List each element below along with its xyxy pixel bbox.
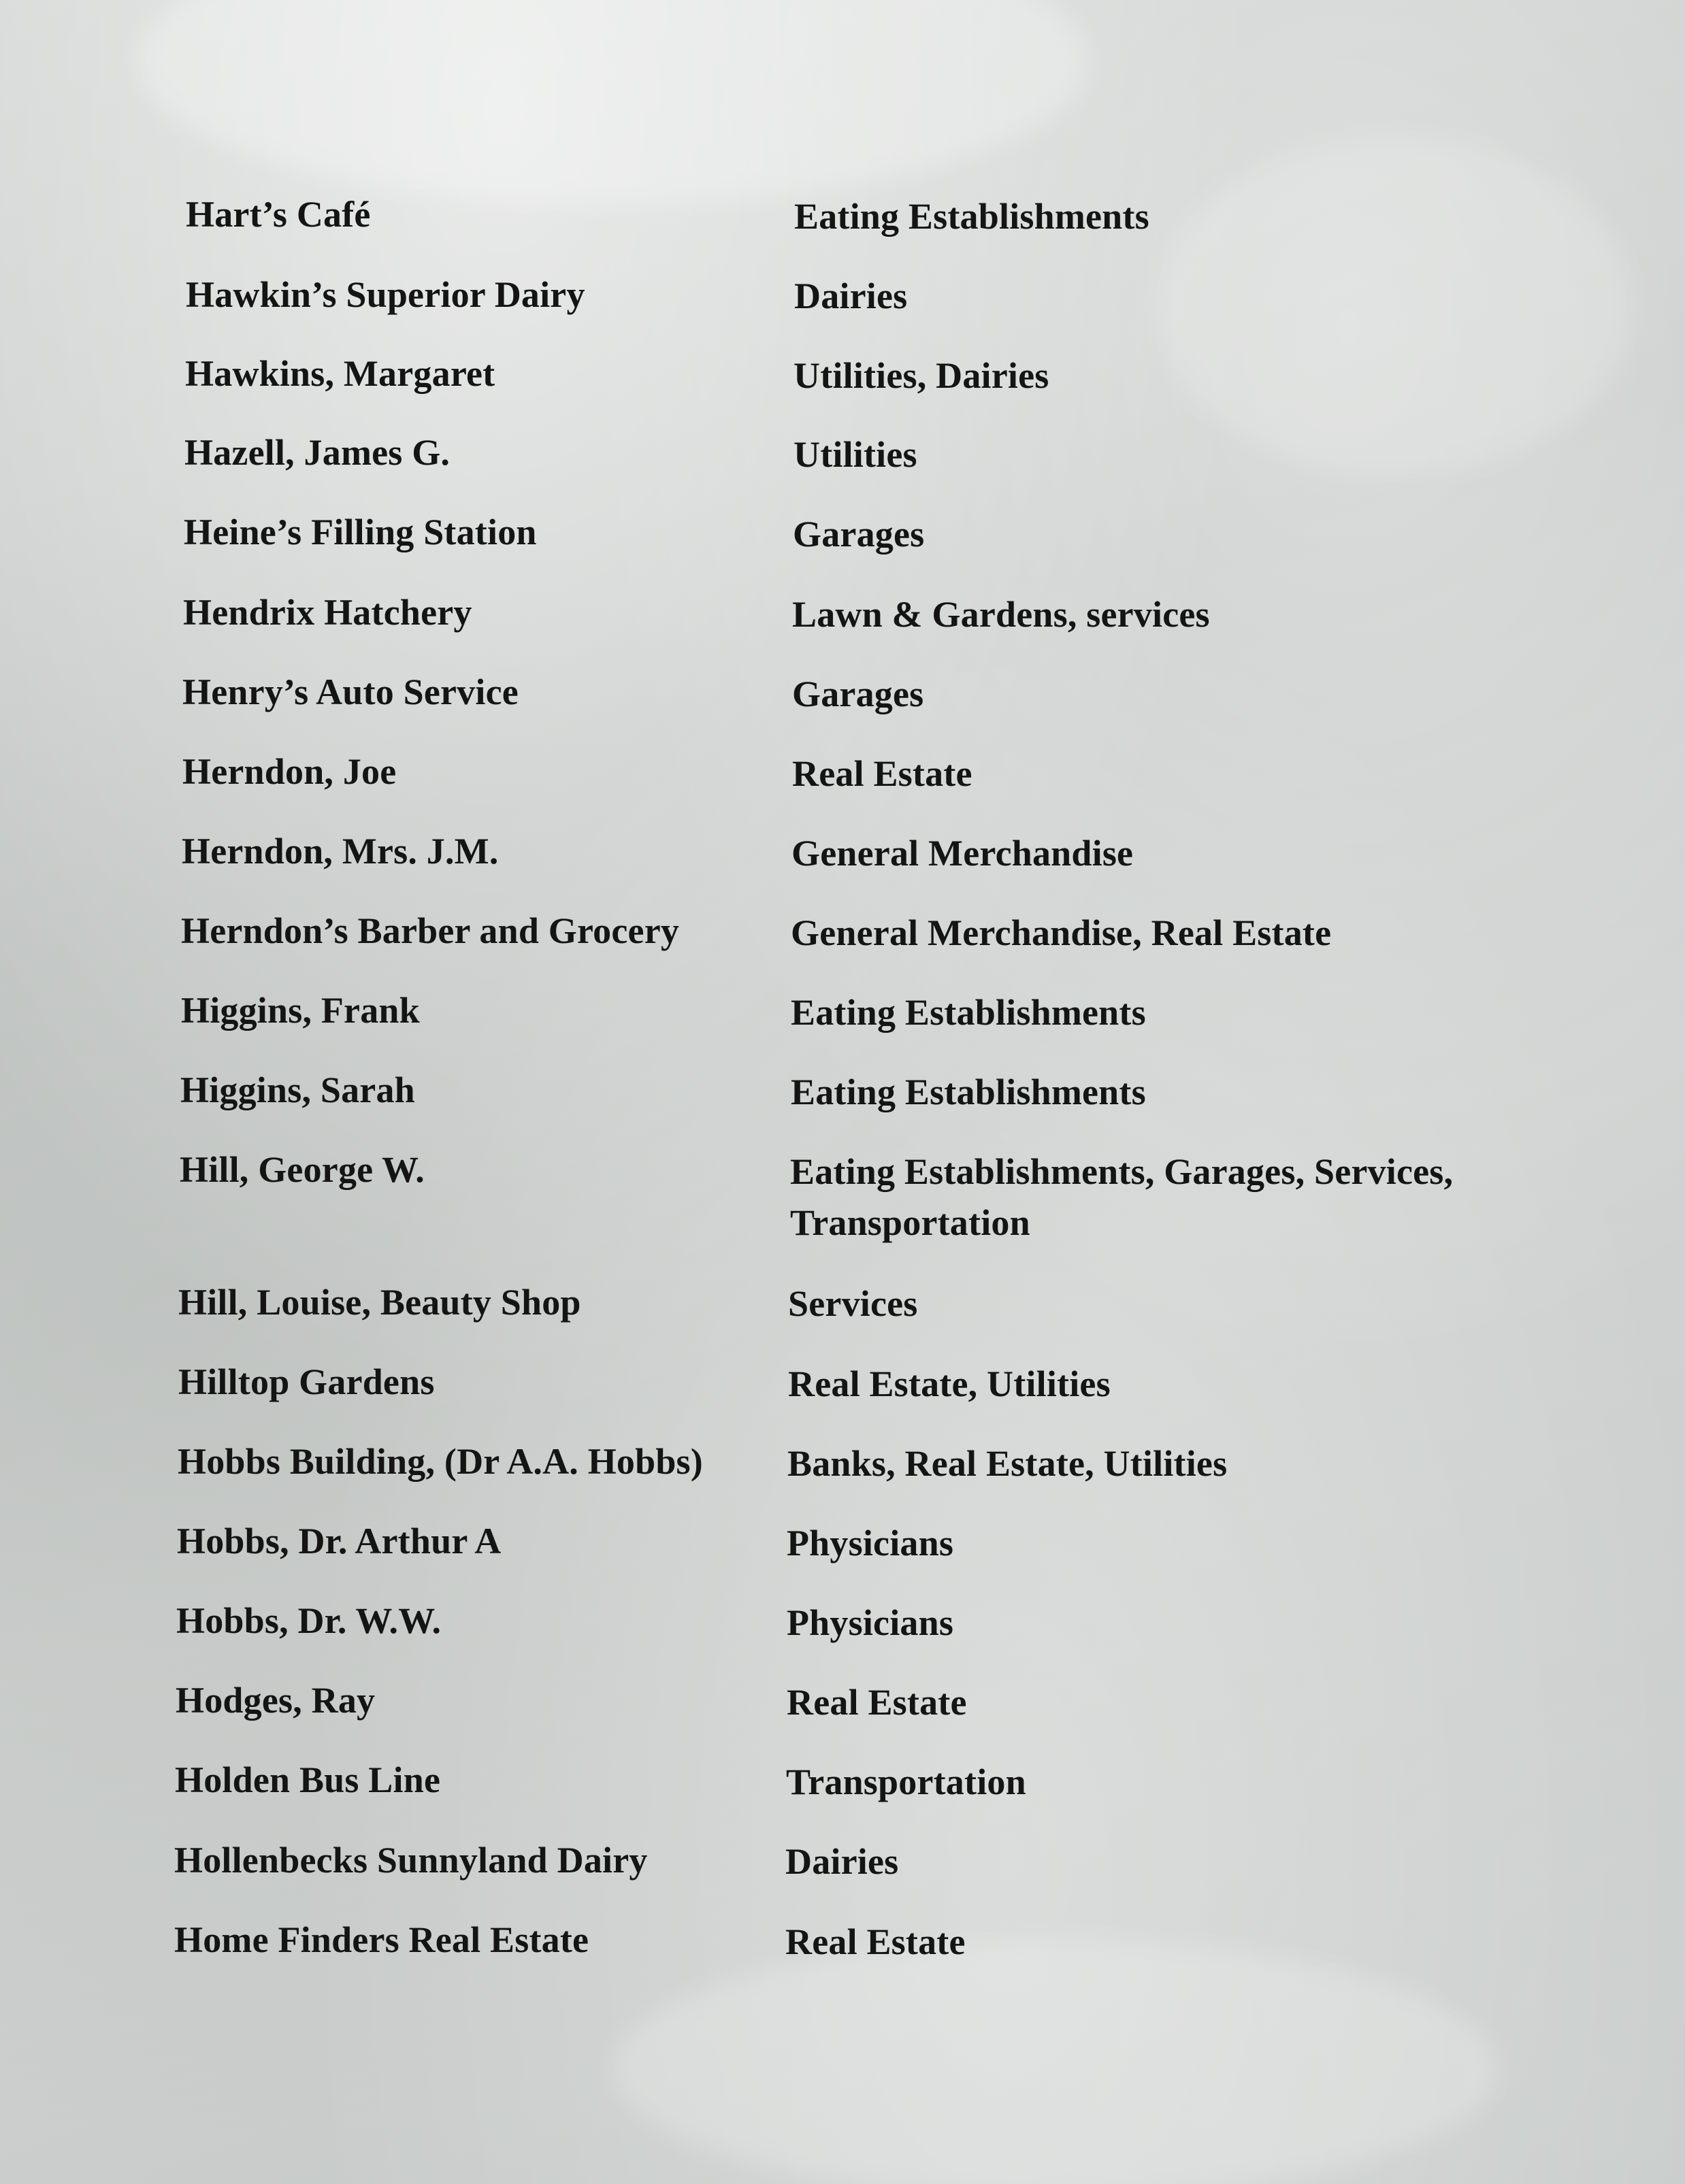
business-name: Hollenbecks Sunnyland Dairy xyxy=(174,1840,648,1881)
business-category: Physicians xyxy=(787,1602,954,1643)
business-name: Hart’s Café xyxy=(186,194,371,235)
business-name: Hilltop Gardens xyxy=(178,1361,435,1402)
business-category: Dairies xyxy=(794,276,908,316)
business-category: Banks, Real Estate, Utilities xyxy=(787,1443,1228,1484)
plastic-glare xyxy=(612,1939,1497,2184)
business-category: Eating Establishments xyxy=(791,1072,1146,1112)
business-category: Utilities, Dairies xyxy=(794,355,1049,396)
business-category: General Merchandise, Real Estate xyxy=(791,912,1332,953)
business-category: Eating Establishments xyxy=(791,992,1146,1033)
business-category: Real Estate xyxy=(785,1921,966,1962)
business-category: Services xyxy=(788,1283,918,1324)
business-name: Higgins, Frank xyxy=(181,990,420,1031)
business-name: Hazell, James G. xyxy=(184,432,451,473)
business-name: Hawkin’s Superior Dairy xyxy=(186,274,585,315)
business-name: Herndon, Mrs. J.M. xyxy=(182,831,499,872)
business-name: Hobbs, Dr. Arthur A xyxy=(177,1521,502,1561)
business-name: Hobbs, Dr. W.W. xyxy=(176,1600,442,1641)
plastic-glare xyxy=(1157,136,1633,476)
business-name: Henry’s Auto Service xyxy=(182,672,519,712)
business-category: Utilities xyxy=(794,434,917,475)
business-name: Higgins, Sarah xyxy=(180,1070,415,1110)
business-category: Eating Establishments, Garages, Services, xyxy=(790,1151,1454,1192)
business-category: General Merchandise xyxy=(791,833,1134,874)
business-category: Dairies xyxy=(785,1841,899,1882)
business-category: Lawn & Gardens, services xyxy=(792,594,1210,635)
business-category: Real Estate xyxy=(792,753,972,794)
business-name: Herndon, Joe xyxy=(182,751,397,792)
business-category: Garages xyxy=(793,514,925,555)
business-name: Hill, George W. xyxy=(180,1149,425,1190)
business-category: Garages xyxy=(792,674,924,714)
business-category: Real Estate xyxy=(787,1682,967,1723)
business-name: Herndon’s Barber and Grocery xyxy=(181,910,680,951)
business-category: Eating Establishments xyxy=(794,196,1149,237)
business-name: Hawkins, Margaret xyxy=(185,353,495,394)
business-name: Heine’s Filling Station xyxy=(184,512,537,552)
plastic-glare xyxy=(136,0,1089,204)
business-name: Hobbs Building, (Dr A.A. Hobbs) xyxy=(178,1441,703,1482)
business-name: Hodges, Ray xyxy=(176,1680,376,1721)
business-category: Physicians xyxy=(787,1523,954,1563)
business-name: Holden Bus Line xyxy=(175,1759,441,1800)
business-name: Hill, Louise, Beauty Shop xyxy=(178,1282,581,1323)
business-category-continued: Transportation xyxy=(790,1202,1030,1243)
business-name: Home Finders Real Estate xyxy=(174,1919,589,1960)
business-category: Transportation xyxy=(786,1761,1026,1802)
business-name: Hendrix Hatchery xyxy=(183,592,472,633)
business-category: Real Estate, Utilities xyxy=(788,1363,1111,1404)
